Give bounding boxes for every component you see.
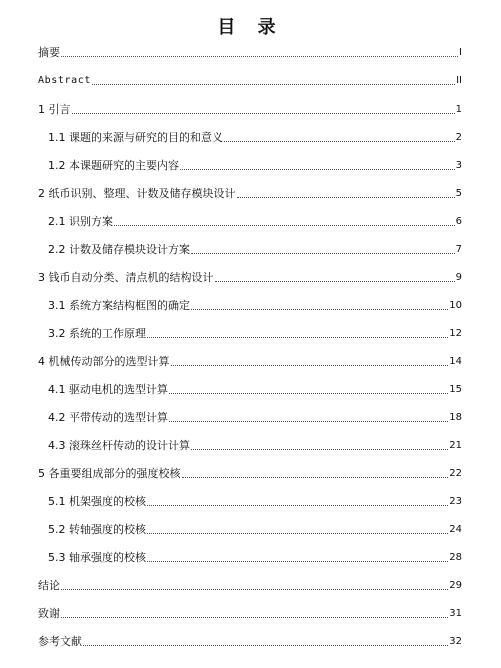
toc-entry[interactable]	[38, 633, 462, 649]
dot-leader	[191, 309, 448, 310]
toc-entry-label: 3.1 系统方案结构框图的确定	[48, 299, 190, 312]
toc-entry[interactable]	[48, 521, 462, 537]
toc-entry-page: 24	[449, 524, 462, 535]
dot-leader	[180, 169, 455, 170]
dot-leader	[114, 225, 455, 226]
toc-entry[interactable]	[38, 185, 462, 201]
toc-entry-page: 23	[449, 496, 462, 507]
toc-entry-page: 32	[449, 636, 462, 647]
toc-title: 目 录	[217, 17, 284, 38]
toc-entry[interactable]	[38, 605, 462, 621]
toc-entry-page: 15	[449, 384, 462, 395]
toc-entry-label: 3 钱币自动分类、清点机的结构设计	[38, 271, 214, 284]
dot-leader	[147, 561, 448, 562]
toc-entry-label: 4.2 平带传动的选型计算	[48, 411, 168, 424]
toc-entry-page: 31	[449, 608, 462, 619]
toc-entry-page: 3	[455, 160, 462, 171]
toc-entry-label: 4.1 驱动电机的选型计算	[48, 383, 168, 396]
toc-entry-page: 6	[455, 216, 462, 227]
toc-entry[interactable]	[38, 101, 462, 117]
toc-entry-page: 1	[455, 104, 462, 115]
toc-entry[interactable]	[48, 241, 462, 257]
toc-entry-label: 5 各重要组成部分的强度校核	[38, 467, 181, 480]
toc-entry-label: 4.3 滚珠丝杆传动的设计计算	[48, 439, 190, 452]
toc-entry-label: 1.2 本课题研究的主要内容	[48, 159, 179, 172]
toc-entry[interactable]	[38, 353, 462, 369]
toc-entry-page: II	[456, 75, 462, 86]
dot-leader	[169, 393, 448, 394]
toc-entry[interactable]	[48, 549, 462, 565]
toc-entry-page: 10	[449, 300, 462, 311]
toc-entry[interactable]	[48, 409, 462, 425]
toc-entry-page: 29	[449, 580, 462, 591]
toc-entry[interactable]	[38, 269, 462, 285]
toc-entry[interactable]	[38, 72, 462, 88]
toc-entry-label: 5.3 轴承强度的校核	[48, 551, 146, 564]
toc-entry-page: 5	[455, 188, 462, 199]
dot-leader	[182, 477, 449, 478]
toc-entry-page: I	[459, 47, 462, 58]
toc-entry-label: 1.1 课题的来源与研究的目的和意义	[48, 131, 223, 144]
dot-leader	[147, 337, 448, 338]
dot-leader	[169, 421, 448, 422]
dot-leader	[83, 645, 448, 646]
toc-entry-label: Abstract	[38, 75, 91, 86]
toc-entry-label: 1 引言	[38, 103, 71, 116]
dot-leader	[215, 281, 455, 282]
toc-entry-page: 12	[449, 328, 462, 339]
toc-entry-label: 5.1 机架强度的校核	[48, 495, 146, 508]
dot-leader	[61, 56, 458, 57]
dot-leader	[224, 141, 455, 142]
dot-leader	[147, 533, 448, 534]
toc-entry-page: 2	[455, 132, 462, 143]
toc-entry-page: 14	[449, 356, 462, 367]
toc-entry-page: 7	[455, 244, 462, 255]
toc-entry-label: 结论	[38, 579, 60, 592]
dot-leader	[61, 589, 448, 590]
toc-entry-page: 28	[449, 552, 462, 563]
toc-entry-label: 摘要	[38, 46, 60, 59]
dot-leader	[61, 617, 448, 618]
dot-leader	[237, 197, 455, 198]
toc-entry-label: 5.2 转轴强度的校核	[48, 523, 146, 536]
toc-entry[interactable]	[48, 297, 462, 313]
toc-entry[interactable]	[38, 44, 462, 60]
dot-leader	[92, 84, 455, 85]
dot-leader	[147, 505, 448, 506]
toc-entry[interactable]	[38, 465, 462, 481]
toc-entry-label: 致谢	[38, 607, 60, 620]
toc-entry-page: 9	[455, 272, 462, 283]
toc-entry-label: 2.1 识别方案	[48, 215, 113, 228]
dot-leader	[191, 253, 455, 254]
toc-entry[interactable]	[48, 493, 462, 509]
toc-entry[interactable]	[48, 129, 462, 145]
toc-entry[interactable]	[48, 325, 462, 341]
toc-entry-label: 4 机械传动部分的选型计算	[38, 355, 170, 368]
toc-entry[interactable]	[48, 437, 462, 453]
dot-leader	[191, 449, 448, 450]
toc-entry[interactable]	[48, 157, 462, 173]
toc-entry-label: 参考文献	[38, 635, 82, 648]
toc-entry[interactable]	[38, 577, 462, 593]
toc-entry-label: 2 纸币识别、整理、计数及储存模块设计	[38, 187, 236, 200]
toc-entry-label: 2.2 计数及储存模块设计方案	[48, 243, 190, 256]
toc-entry-page: 18	[449, 412, 462, 423]
dot-leader	[72, 113, 455, 114]
toc-entry[interactable]	[48, 213, 462, 229]
toc-entry[interactable]	[48, 381, 462, 397]
toc-entry-label: 3.2 系统的工作原理	[48, 327, 146, 340]
dot-leader	[171, 365, 449, 366]
toc-entry-page: 21	[449, 440, 462, 451]
toc-entry-page: 22	[449, 468, 462, 479]
